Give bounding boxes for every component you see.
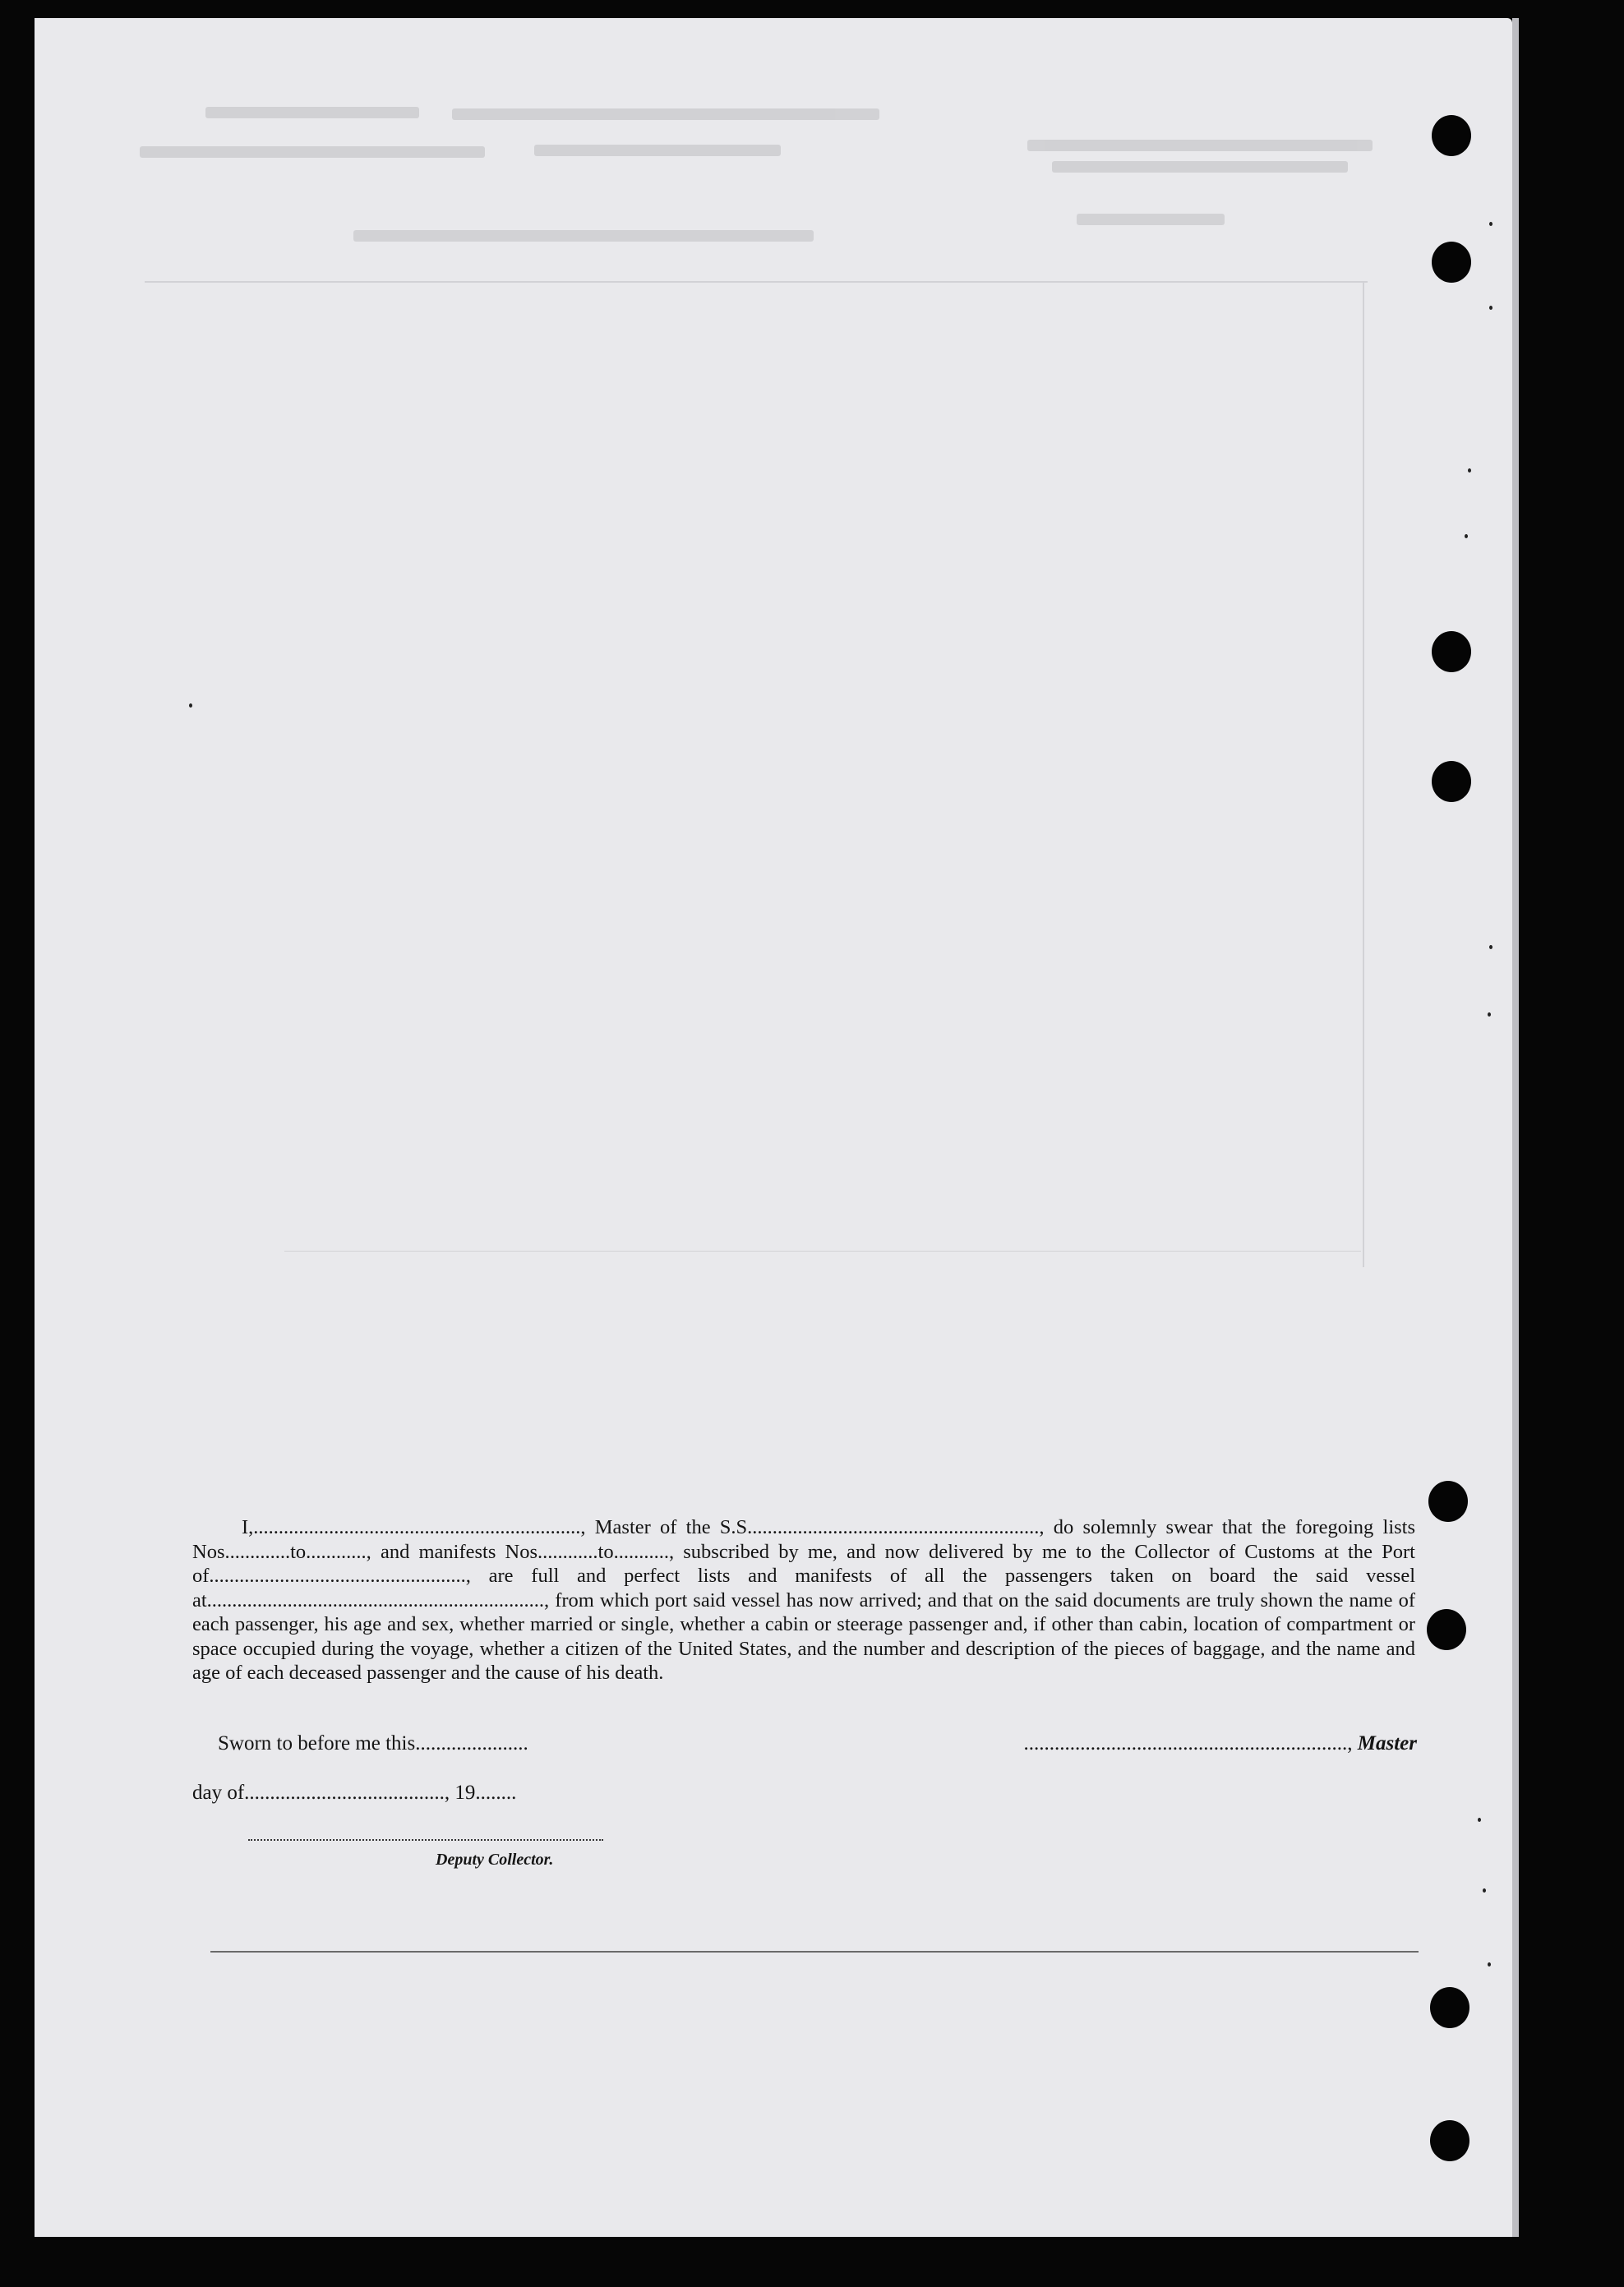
- deputy-signature-line: [248, 1839, 603, 1841]
- sworn-line: Sworn to before me this......................: [218, 1732, 528, 1754]
- binder-hole: [1427, 1609, 1466, 1650]
- bleed-through-rule-top: [145, 281, 1368, 283]
- master-label: Master: [1357, 1732, 1417, 1754]
- scan-speck: [1478, 1818, 1481, 1822]
- master-oath-paragraph: [192, 1515, 1415, 1685]
- binder-hole: [1432, 631, 1471, 672]
- scan-speck: [1489, 306, 1493, 310]
- deputy-collector-label: Deputy Collector.: [436, 1851, 554, 1869]
- scan-speck: [1488, 1962, 1491, 1967]
- scan-speck: [1483, 1888, 1486, 1893]
- bleed-through-header: [107, 49, 1422, 279]
- bottom-rule: [210, 1951, 1419, 1953]
- scan-speck: [1468, 468, 1471, 473]
- binder-hole: [1428, 1481, 1468, 1522]
- binder-hole: [1432, 761, 1471, 802]
- scan-speck: [1489, 222, 1493, 226]
- master-signature-line: [920, 1732, 1417, 1755]
- binder-hole: [1430, 1987, 1469, 2028]
- scanner-edge: [1512, 18, 1519, 2237]
- scan-speck: [1488, 1012, 1491, 1017]
- binder-hole: [1430, 2120, 1469, 2161]
- date-line: day of......................................., 19........: [192, 1782, 517, 1804]
- binder-hole: [1432, 242, 1471, 283]
- oath-text: I,................................................................., Master of the S.S.........................................................., do solemnly swear that the foregoing lists Nos.............to............, and manifests Nos............to..........., subscribed by me, and now delivered by me to the Collector of Customs at the Port of..................................................., are full and perfect lists and manifests of all the passengers taken on board the said vessel at..................................................................., from which port said vessel has now arrived; and that on the said documents are truly shown the name of each passenger, his age and sex, whether married or single, whether a cabin or steerage passenger and, if other than cabin, location of compartment or space occupied during the voyage, whether a citizen of the United States, and the number and description of the pieces of baggage, and the name and age of each deceased passenger and the cause of his death.: [192, 1516, 1415, 1684]
- binder-hole: [1432, 115, 1471, 156]
- master-signature-blank: ...............................................................,: [1023, 1732, 1353, 1754]
- bleed-through-rule-mid: [284, 1251, 1361, 1252]
- scan-speck: [189, 703, 192, 708]
- bleed-through-rule-right: [1363, 281, 1364, 1267]
- scan-speck: [1465, 534, 1468, 538]
- scanned-page: [35, 18, 1512, 2237]
- scan-speck: [1489, 945, 1493, 949]
